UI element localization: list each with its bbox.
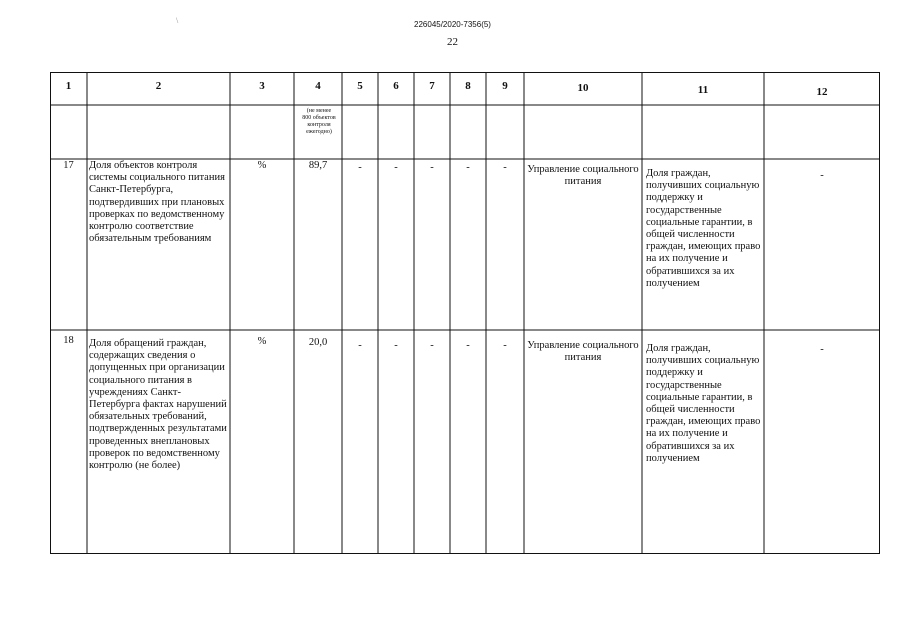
header-col-11: 11 [697,84,709,96]
row-18-col7: - [430,340,434,351]
row-18-col12: - [820,344,824,355]
indicators-table [50,72,880,554]
row-17-value: 89,7 [308,160,328,171]
header-col-1: 1 [65,80,72,92]
col4-note: (не менее 800 объектов контроля ежегодно) [302,108,336,135]
row-17-unit: % [257,160,267,171]
table-grid [50,72,880,554]
row-18-executor: Управление социального питания [527,340,639,364]
row-18-unit: % [257,336,267,347]
row-18-col6: - [394,340,398,351]
header-col-5: 5 [357,80,363,92]
header-col-3: 3 [259,80,265,92]
row-17-result: Доля граждан, получивших социальную поддержку и государственные социальные гарантии, в общей численности граждан, имеющих право на их получение и обратившихся за их получением [646,168,761,289]
row-17-indicator: Доля объектов контроля системы социального питания Санкт-Петербурга, подтвердивших при плановых проверках по ведомственному контролю соответствие обязательным требованиям [89,160,225,245]
header-col-9: 9 [502,80,508,92]
row-18-value: 20,0 [308,337,328,348]
row-18-col5: - [358,340,362,351]
row-18-result: Доля граждан, получивших социальную поддержку и государственные социальные гарантии, в общей численности граждан, имеющих право на их получение и обратившихся за их получением [646,343,761,464]
header-col-2: 2 [155,80,162,92]
header-col-10: 10 [577,82,589,94]
header-col-12: 12 [816,86,828,98]
row-17-col5: - [358,162,362,173]
row-18-number: 18 [63,335,74,346]
header-col-4: 4 [315,80,321,92]
row-17-col12: - [820,170,824,181]
header-col-8: 8 [465,80,471,92]
stray-mark: \ [176,16,179,25]
row-17-col9: - [503,162,507,173]
row-18-indicator: Доля обращений граждан, содержащих сведения о допущенных при организации социального питания в учреждениях Санкт-Петербурга фактах нарушений обязательных требований, подтвержденных результатами проведенных внеплановых проверок по ведомственному контролю (не более) [89,338,227,472]
row-17-col7: - [430,162,434,173]
row-17-col8: - [466,162,470,173]
page-number: 22 [447,36,458,48]
row-17-executor: Управление социального питания [527,164,639,188]
row-17-col6: - [394,162,398,173]
header-col-7: 7 [429,80,435,92]
row-17-number: 17 [63,160,74,171]
row-18-col8: - [466,340,470,351]
header-col-6: 6 [393,80,399,92]
document-id: 226045/2020-7356(5) [414,20,491,29]
row-18-col9: - [503,340,507,351]
